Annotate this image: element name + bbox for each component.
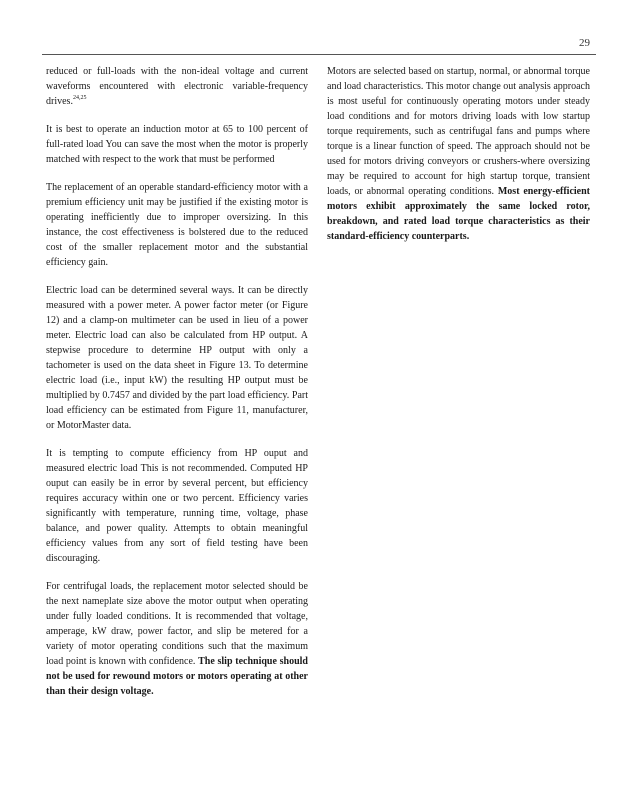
paragraph-load-range — [46, 122, 308, 167]
paragraph-electric-load — [46, 283, 308, 433]
paragraph-text: reduced or full-loads with the non-ideal voltage and current waveforms encountered with electronic variable-frequency drives. — [46, 66, 308, 107]
paragraph-centrifugal-loads — [46, 579, 308, 699]
left-column — [46, 64, 308, 712]
paragraph-efficiency-warning — [46, 446, 308, 566]
paragraph-text: Motors are selected based on startup, normal, or abnormal torque and load characteristics. This motor change out analysis approach is most useful for continuously operating motors under steady load conditions and for motors driving loads with low startup torque requirements, such as centrifugal fans and pumps where torque is a linear function of speed. The approach should not be used for motors driving conveyors or crushers-where oversizing may be required to account for high startup torque, transient loads, or abnormal operating conditions. — [327, 66, 590, 197]
paragraph-motor-selection — [327, 64, 590, 244]
paragraph-replacement — [46, 180, 308, 270]
paragraph-text: It is best to operate an induction motor at 65 to 100 percent of full-rated load You can save the most when the motor is properly matched with respect to the work that must be performed — [46, 124, 308, 165]
header-rule — [42, 54, 596, 55]
paragraph-text: For centrifugal loads, the replacement motor selected should be the next nameplate size above the motor output when operating under fully loaded conditions. It is recommended that voltage, amperage, kW draw, power factor, and slip be metered for a variety of motor operating conditions such that the maximum load point is known with confidence. — [46, 581, 308, 667]
paragraph-bold-text: Most energy-efficient motors exhibit approximately the same locked rotor, breakdown, and rated load torque characteristics as their standard-efficiency counterparts. — [327, 186, 590, 242]
paragraph-drive-waveforms — [46, 64, 308, 109]
paragraph-text: Electric load can be determined several ways. It can be directly measured with a power meter. A power factor meter (or Figure 12) and a clamp-on multimeter can be used in lieu of a power meter. Electric load can also be calculated from HP output. A stepwise procedure to determine HP output with only a tachometer is used on the data sheet in Figure 13. To determine electric load (i.e., input kW) the resulting HP output must be multiplied by 0.7457 and divided by the part load efficiency. Part load efficiency can be estimated from Figure 11, manufacturer, or MotorMaster data. — [46, 285, 308, 431]
paragraph-text: The replacement of an operable standard-efficiency motor with a premium efficiency unit may be justified if the existing motor is operating inefficiently due to improper oversizing. In this instance, the cost effectiveness is bolstered due to the reduced cost of the smaller replacement motor and the substantial efficiency gain. — [46, 182, 308, 268]
citation-superscript: 24,25 — [72, 95, 87, 101]
paragraph-bold-text: The slip technique should not be used for rewound motors or motors operating at other than their design voltage. — [46, 656, 308, 697]
page-number: 29 — [579, 37, 590, 49]
right-column — [327, 64, 590, 257]
paragraph-text: It is tempting to compute efficiency from HP ouput and measured electric load This is not recommended. Computed HP ouput can easily be in error by several percent, but efficiency requires accuracy within one or two percent. Efficiency varies significantly with temperature, running time, voltage, phase balance, and power quality. Attempts to obtain meaningful efficiency values from any sort of field testing have been discouraging. — [46, 448, 308, 564]
